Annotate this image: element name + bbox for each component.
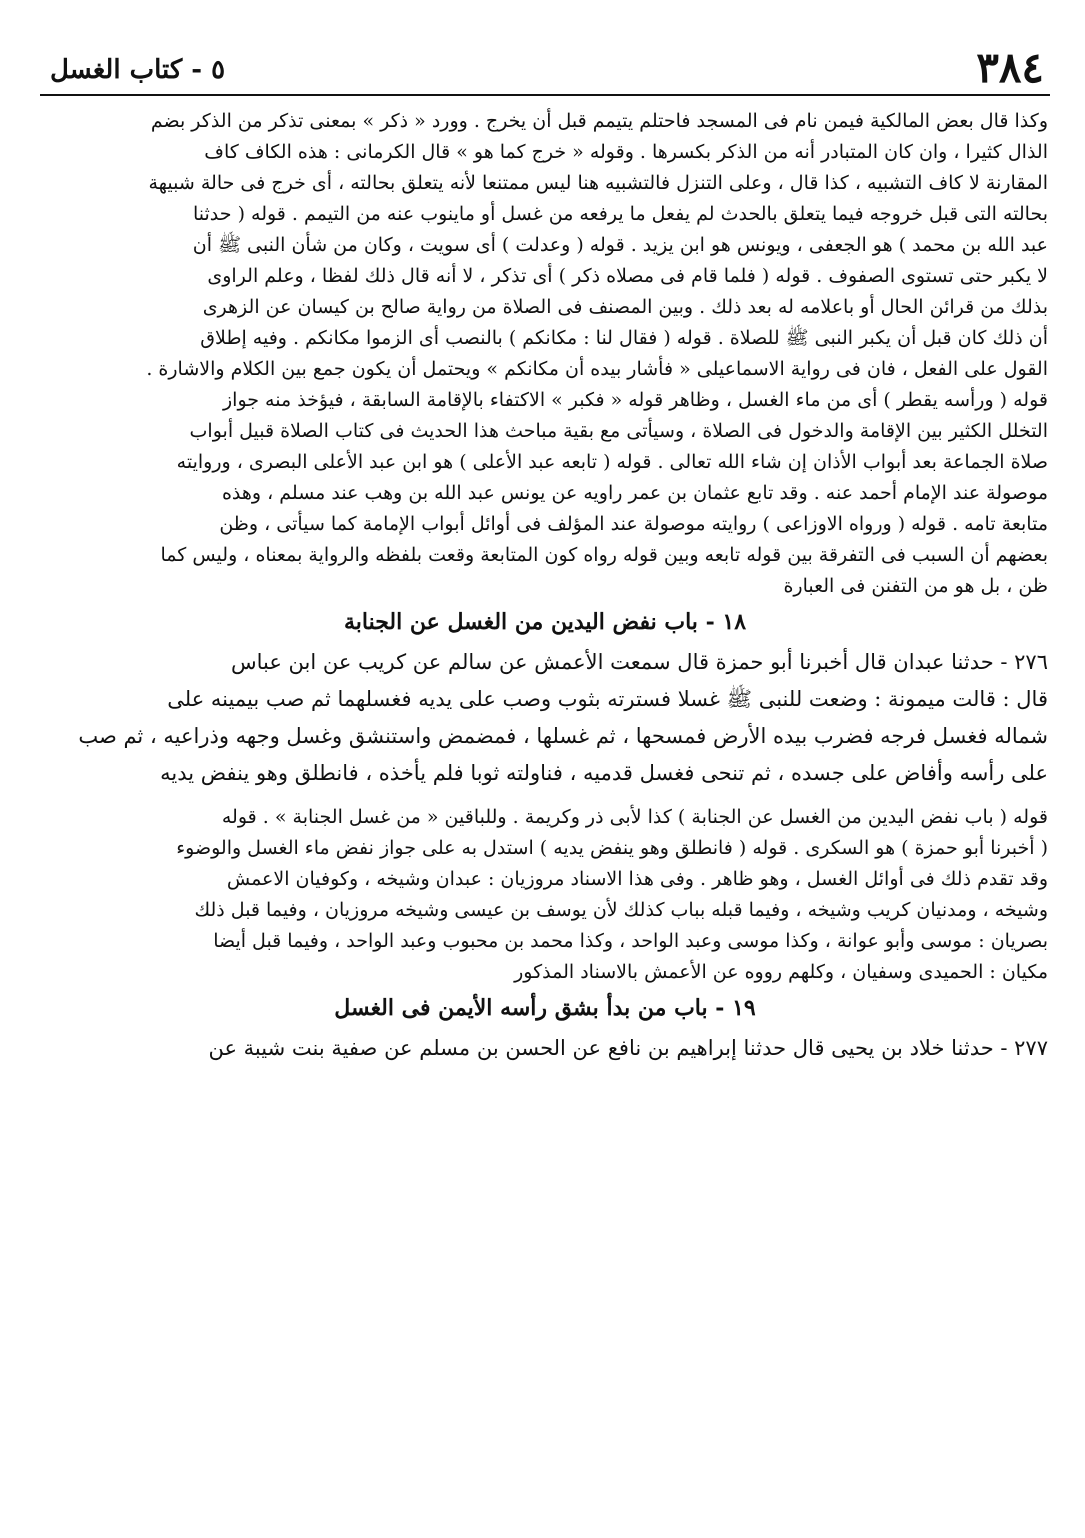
- text-line: وقد تقدم ذلك فى أوائل الغسل ، وهو ظاهر . وفى هذا الاسناد مروزيان : عبدان وشيخه ، وكوفيان الاعمش: [226, 868, 1048, 890]
- text-line: ظن ، بل هو من التفنن فى العبارة: [783, 575, 1048, 597]
- text-line: موصولة عند الإمام أحمد عنه . وقد تابع عثمان بن عمر راويه عن يونس عبد الله بن وهب عند مسلم ، وهذه: [221, 482, 1048, 504]
- text-line: القول على الفعل ، فان فى رواية الاسماعيلى « فأشار بيده أن مكانكم » ويحتمل أن يكون جمع بين الكلام والاشارة .: [146, 358, 1048, 380]
- page-number: ٣٨٤: [976, 43, 1044, 92]
- hadith-276: [40, 644, 1050, 792]
- text-line: قوله ( باب نفض اليدين من الغسل عن الجنابة ) كذا لأبى ذر وكريمة . وللباقين « من غسل الجنابة » . قوله: [221, 806, 1048, 828]
- text-line: وكذا قال بعض المالكية فيمن نام فى المسجد فاحتلم يتيمم قبل أن يخرج . وورد « ذكر » بمعنى تذكر من الذكر بضم: [150, 110, 1048, 132]
- text-line: عبد الله بن محمد ) هو الجعفى ، ويونس هو ابن يزيد . قوله ( وعدلت ) أى سويت ، وكان من شأن النبى ﷺ أن: [192, 234, 1048, 256]
- hadith-line: على رأسه وأفاض على جسده ، ثم تنحى فغسل قدميه ، فناولته ثوبا فلم يأخذه ، فانطلق وهو ينفض يديه: [160, 761, 1048, 785]
- text-line: بعضهم أن السبب فى التفرقة بين قوله تابعه وبين قوله رواه كون المتابعة وقعت بلفظه والرواية بمعناه ، وليس كما: [160, 544, 1048, 566]
- text-line: وشيخه ، ومدنيان كريب وشيخه ، وفيما قبله بباب كذلك لأن يوسف بن عيسى وشيخه مروزيان ، وفيما قبل ذلك: [194, 899, 1048, 921]
- text-line: قوله ( ورأسه يقطر ) أى من ماء الغسل ، وظاهر قوله « فكبر » الاكتفاء بالإقامة السابقة ، فيؤخذ منه جواز: [223, 389, 1048, 411]
- chapter-heading-19: ١٩ - باب من بدأ بشق رأسه الأيمن فى الغسل: [334, 995, 756, 1021]
- book-page: [40, 43, 1050, 1508]
- text-line: بصريان : موسى وأبو عوانة ، وكذا موسى وعبد الواحد ، وكذا محمد بن محبوب وعبد الواحد ، وفيما قبل أيضا: [213, 930, 1048, 952]
- hadith-line: قال : قالت ميمونة : وضعت للنبى ﷺ غسلا فسترته بثوب وصب على يديه فغسلهما ثم صب بيمينه على: [167, 687, 1048, 711]
- commentary-block-1: [40, 106, 1050, 602]
- chapter-heading-18: ١٨ - باب نفض اليدين من الغسل عن الجنابة: [343, 609, 747, 635]
- text-line: صلاة الجماعة بعد أبواب الأذان إن شاء الله تعالى . قوله ( تابعه عبد الأعلى ) هو ابن عبد الأعلى البصرى ، وروايته: [176, 451, 1048, 473]
- hadith-line: ٢٧٧ - حدثنا خلاد بن يحيى قال حدثنا إبراهيم بن نافع عن الحسن بن مسلم عن صفية بنت شيبة عن: [208, 1036, 1048, 1060]
- text-line: المقارنة لا كاف التشبيه ، كذا قال ، وعلى التنزل فالتشبيه هنا ليس ممتنعا لأنه يتعلق بحالته ، أى خرج فى حالة شبيهة: [148, 172, 1048, 194]
- page-header: [40, 43, 1050, 96]
- text-line: ( أخبرنا أبو حمزة ) هو السكرى . قوله ( فانطلق وهو ينفض يديه ) استدل به على جواز نفض ماء الغسل والوضوء: [176, 837, 1048, 859]
- commentary-block-2: [40, 802, 1050, 988]
- text-line: لا يكبر حتى تستوى الصفوف . قوله ( فلما قام فى مصلاه ذكر ) أى تذكر ، لا أنه قال ذلك لفظا ، وعلم الراوى: [207, 265, 1048, 287]
- hadith-line: شماله فغسل فرجه فضرب بيده الأرض فمسحها ، ثم غسلها ، فمضمض واستنشق وغسل وجهه وذراعيه ، ثم صب: [78, 724, 1048, 748]
- text-line: متابعة تامه . قوله ( ورواه الاوزاعى ) روايته موصولة عند المؤلف فى أوائل أبواب الإمامة كما سيأتى ، وظن: [219, 513, 1048, 535]
- hadith-line: ٢٧٦ - حدثنا عبدان قال أخبرنا أبو حمزة قال سمعت الأعمش عن سالم عن كريب عن ابن عباس: [230, 650, 1048, 674]
- text-line: أن ذلك كان قبل أن يكبر النبى ﷺ للصلاة . قوله ( فقال لنا : مكانكم ) بالنصب أى الزموا مكانكم . وفيه إطلاق: [200, 327, 1048, 349]
- text-line: مكيان : الحميدى وسفيان ، وكلهم رووه عن الأعمش بالاسناد المذكور: [514, 961, 1048, 983]
- text-line: بذلك من قرائن الحال أو باعلامه له بعد ذلك . وبين المصنف فى الصلاة من رواية صالح بن كيسان عن الزهرى: [202, 296, 1048, 318]
- text-line: الذال كثيرا ، وان كان المتبادر أنه من الذكر بكسرها . وقوله « خرج كما هو » قال الكرمانى : هذه الكاف كاف: [204, 141, 1048, 163]
- text-line: التخلل الكثير بين الإقامة والدخول فى الصلاة ، وسيأتى مع بقية مباحث هذا الحديث فى كتاب الصلاة قبيل أبواب: [189, 420, 1048, 442]
- chapter-title: ٥ - كتاب الغسل: [50, 55, 226, 85]
- text-line: بحالته التى قبل خروجه فيما يتعلق بالحدث لم يفعل ما يرفعه من غسل أو ماينوب عنه من التيمم . قوله ( حدثنا: [193, 203, 1048, 225]
- hadith-277: [40, 1030, 1050, 1067]
